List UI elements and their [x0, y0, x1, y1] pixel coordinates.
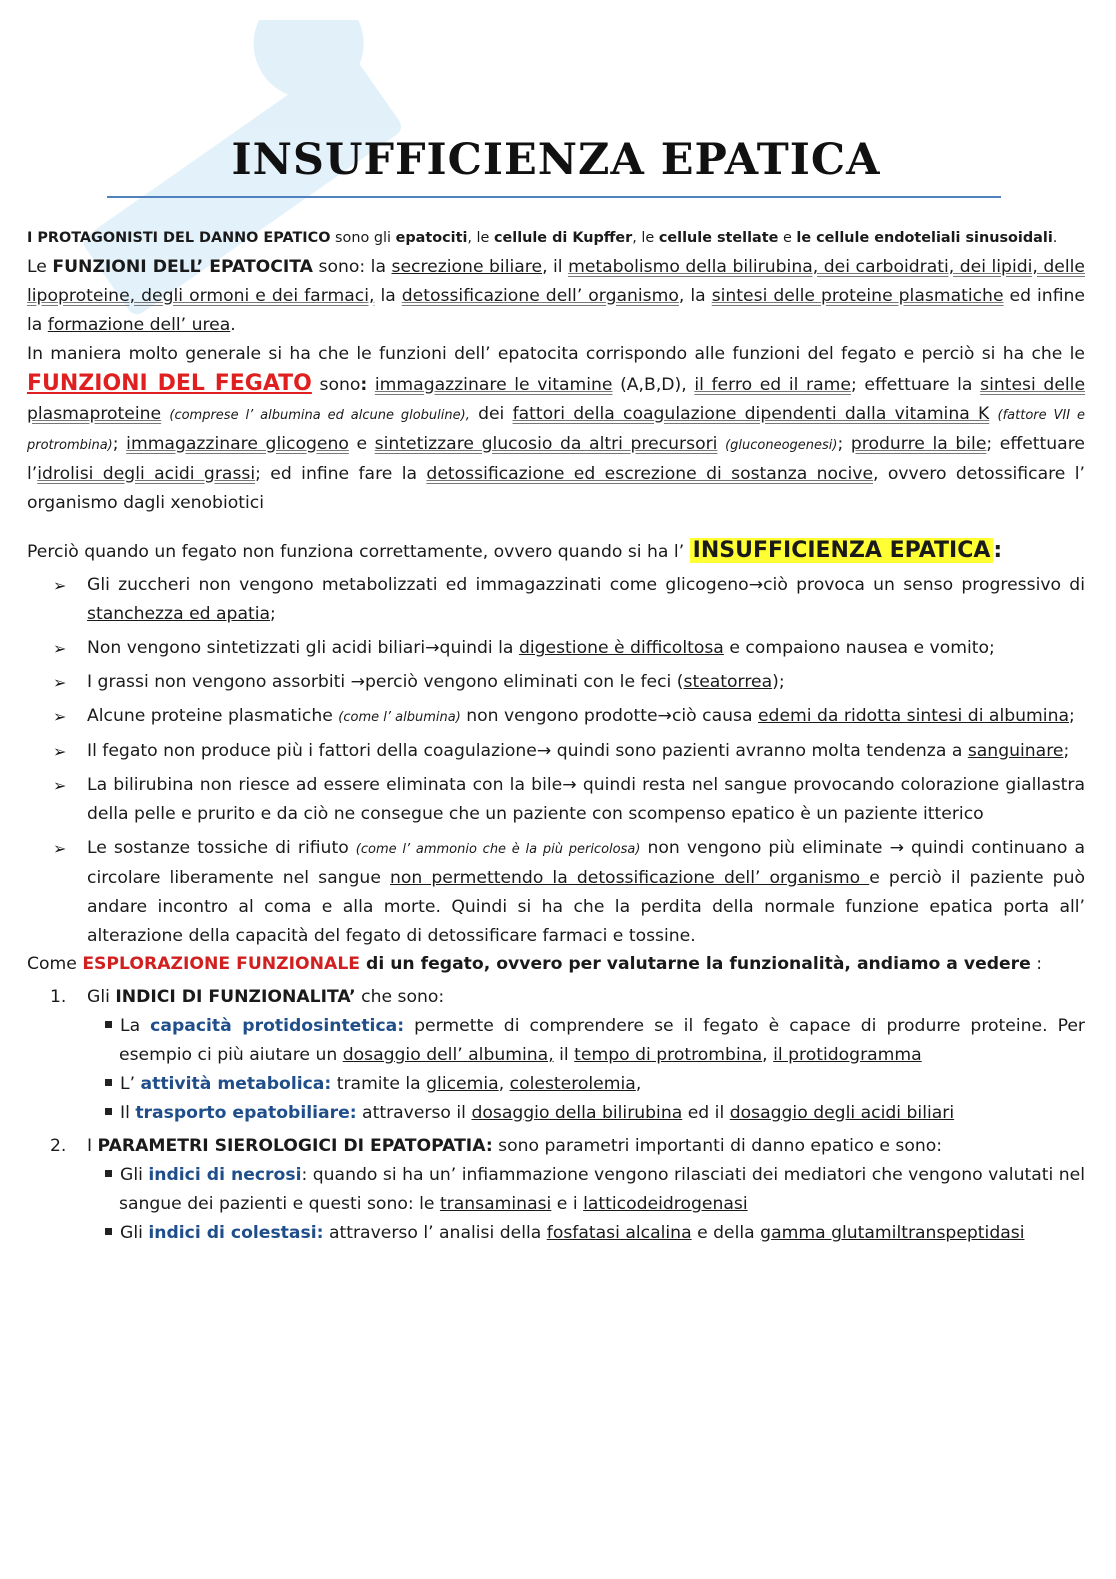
square-bullet-icon — [105, 1108, 112, 1115]
square-bullet-icon — [105, 1228, 112, 1235]
right-arrow-icon: → — [889, 838, 904, 858]
right-arrow-icon: → — [562, 775, 577, 795]
right-arrow-icon: → — [748, 575, 764, 595]
title-underline — [107, 196, 1001, 198]
square-bullet-icon — [105, 1021, 112, 1028]
list-item: ➢ Gli zuccheri non vengono metabolizzati ed immagazzinati come glicogeno→ciò provoca un senso progressivo di stanchezza ed apatia; — [27, 571, 1085, 629]
liver-functions-paragraph: In maniera molto generale si ha che le funzioni dell’ epatocita corrispondo alle funzioni del fegato e perciò si ha che le FUNZIONI DEL FEGATO sono: immagazzinare le vitamine (A,B,D), il ferro ed il rame; effettuare la sintesi delle plasmaproteine (comprese l’ albumina ed alcune globuline), dei fattori della coagulazione dipendenti dalla vitamina K (fattore VII e protrombina); immagazzinare glicogeno e sintetizzare glucosio da altri precursori (gluconeogenesi); produrre la bile; effettuare l’idrolisi degli acidi grassi; ed infine fare la detossificazione ed escrezione di sostanza nocive, ovvero detossificare l’ organismo dagli xenobiotici — [27, 344, 1086, 513]
exploration-list-2 — [27, 1132, 1085, 1161]
list-item: 1. Gli INDICI DI FUNZIONALITA’ che sono: — [50, 987, 445, 1007]
intro-section — [27, 228, 1085, 518]
hepatocyte-functions-paragraph: Le FUNZIONI DELL’ EPATOCITA sono: la secrezione biliare, il metabolismo della bilirubina, dei carboidrati, dei lipidi, delle lipoproteine, degli ormoni e dei farmaci, la detossificazione dell’ organismo, la sintesi delle proteine plasmatiche ed infine la formazione dell’ urea. — [27, 257, 1085, 335]
arrow-bullet-icon: ➢ — [53, 576, 67, 595]
list-item: L’ attività metabolica: tramite la glicemia, colesterolemia, — [27, 1070, 1085, 1099]
right-arrow-icon: → — [350, 672, 365, 692]
list-item: Il trasporto epatobiliare: attraverso il dosaggio della bilirubina ed il dosaggio degli acidi biliari — [27, 1099, 1085, 1128]
exploration-section — [27, 950, 1085, 1248]
list-item: ➢ Il fegato non produce più i fattori della coagulazione→ quindi sono pazienti avranno molta tendenza a sanguinare; — [27, 737, 1085, 766]
right-arrow-icon: → — [425, 638, 440, 658]
list-item: ➢ Non vengono sintetizzati gli acidi biliari→quindi la digestione è difficoltosa e compaiono nausea e vomito; — [27, 634, 1085, 663]
insufficiency-section — [27, 536, 1085, 956]
list-item: ➢ Le sostanze tossiche di rifiuto (come l’ ammonio che è la più pericolosa) non vengono più eliminate → quindi continuano a circolare liberamente nel sangue non permettendo la detossificazione dell’ organismo e perciò il paziente può andare incontro al coma e alla morte. Quindi si ha che la perdita della normale funzione epatica porta all’ alterazione della capacità del fegato di detossificare farmaci e tossine. — [27, 834, 1085, 951]
protagonists-paragraph: I PROTAGONISTI DEL DANNO EPATICO sono gli epatociti, le cellule di Kupffer, le cellule stellate e le cellule endoteliali sinusoidali. — [27, 230, 1058, 246]
list-item: Gli indici di colestasi: attraverso l’ analisi della fosfatasi alcalina e della gamma glutamiltranspeptidasi — [27, 1219, 1085, 1248]
list-item: ➢ La bilirubina non riesce ad essere eliminata con la bile→ quindi resta nel sangue provocando colorazione giallastra della pelle e prurito e da ciò ne consegue che un paziente con scompenso epatico è un paziente itterico — [27, 771, 1085, 829]
arrow-bullet-icon: ➢ — [53, 639, 67, 658]
insufficiency-lead: Perciò quando un fegato non funziona correttamente, ovvero quando si ha l’ INSUFFICIENZA EPATICA : — [27, 538, 1003, 563]
right-arrow-icon: → — [536, 741, 552, 761]
arrow-bullet-icon: ➢ — [53, 707, 67, 726]
arrow-bullet-icon: ➢ — [53, 742, 67, 761]
list-item: Gli indici di necrosi: quando si ha un’ infiammazione vengono rilasciati dei mediatori che vengono valutati nel sangue dei pazienti e questi sono: le transaminasi e i latticodeidrogenasi — [27, 1161, 1085, 1219]
serological-parameters-list — [27, 1161, 1085, 1248]
consequences-list — [27, 571, 1085, 951]
list-item: La capacità protidosintetica: permette di comprendere se il fegato è capace di produrre proteine. Per esempio ci più aiutare un dosaggio dell’ albumina, il tempo di protrombina, il protidogramma — [27, 1012, 1085, 1070]
insufficiency-highlight: INSUFFICIENZA EPATICA — [690, 538, 994, 563]
functionality-indices-list — [27, 1012, 1085, 1128]
arrow-bullet-icon: ➢ — [53, 839, 67, 858]
exploration-lead: Come ESPLORAZIONE FUNZIONALE di un fegato, ovvero per valutarne la funzionalità, andiamo a vedere : — [27, 954, 1043, 974]
exploration-list — [27, 983, 1085, 1012]
page-title: INSUFFICIENZA EPATICA — [231, 135, 881, 185]
list-item: 2. I PARAMETRI SIEROLOGICI DI EPATOPATIA: sono parametri importanti di danno epatico e sono: — [50, 1136, 943, 1156]
arrow-bullet-icon: ➢ — [53, 673, 67, 692]
list-item: ➢ Alcune proteine plasmatiche (come l’ albumina) non vengono prodotte→ciò causa edemi da ridotta sintesi di albumina; — [27, 702, 1085, 732]
square-bullet-icon — [105, 1170, 112, 1177]
square-bullet-icon — [105, 1079, 112, 1086]
arrow-bullet-icon: ➢ — [53, 776, 67, 795]
right-arrow-icon: → — [657, 706, 672, 726]
list-item: ➢ I grassi non vengono assorbiti →perciò vengono eliminati con le feci (steatorrea); — [27, 668, 1085, 697]
